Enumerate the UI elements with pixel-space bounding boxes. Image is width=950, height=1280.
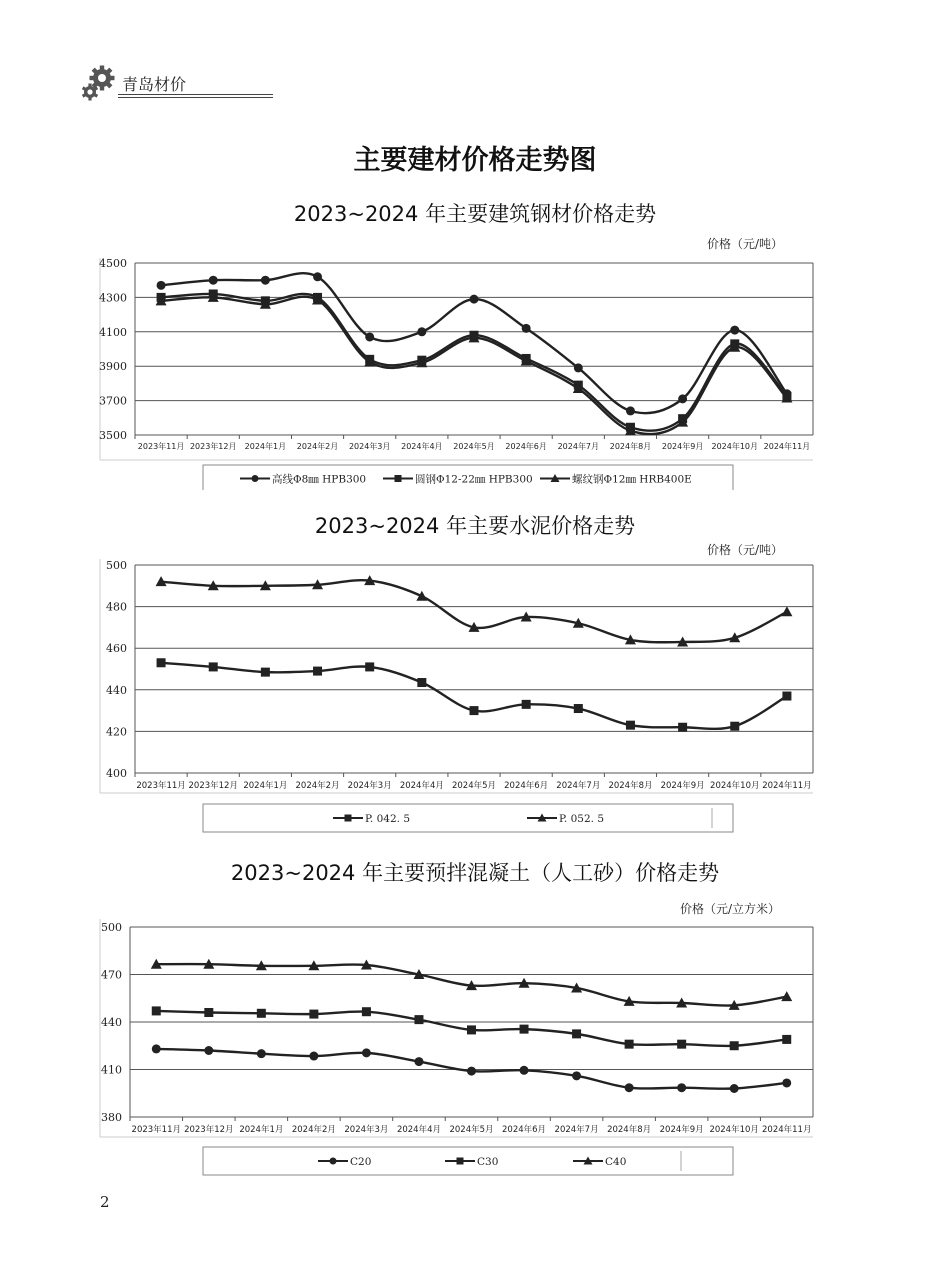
x-tick-label: 2024年10月 xyxy=(709,1125,759,1135)
data-point xyxy=(209,276,218,285)
chart-title-cement: 2023~2024 年主要水泥价格走势 xyxy=(314,514,636,538)
data-point xyxy=(574,363,583,372)
data-point xyxy=(261,668,270,677)
data-point xyxy=(678,394,687,403)
data-point xyxy=(730,1084,739,1093)
legend-label: C40 xyxy=(605,1156,627,1168)
x-tick-label: 2024年2月 xyxy=(296,442,339,451)
y-tick-label: 400 xyxy=(106,767,127,780)
x-tick-label: 2024年6月 xyxy=(504,781,549,791)
cement-price-chart xyxy=(0,555,950,840)
data-point xyxy=(257,1009,266,1018)
data-point xyxy=(414,1015,423,1024)
data-point xyxy=(209,662,218,671)
series-line xyxy=(161,297,787,434)
y-tick-label: 4100 xyxy=(99,325,127,339)
data-point xyxy=(257,1049,266,1058)
y-tick-label: 500 xyxy=(106,559,127,572)
x-tick-label: 2024年7月 xyxy=(554,1125,599,1135)
data-point xyxy=(467,1025,476,1034)
x-tick-label: 2024年2月 xyxy=(295,781,340,791)
data-point xyxy=(152,1006,161,1015)
gear-icon xyxy=(80,64,120,102)
x-tick-label: 2024年8月 xyxy=(608,781,653,791)
data-point xyxy=(522,700,531,709)
data-point xyxy=(626,406,635,415)
data-point xyxy=(782,1035,791,1044)
data-point xyxy=(365,662,374,671)
data-point xyxy=(362,1048,371,1057)
brand-name: 青岛材价 xyxy=(122,75,187,94)
steel-price-chart xyxy=(0,250,950,490)
data-point xyxy=(572,1071,581,1080)
series-line xyxy=(161,273,787,413)
x-tick-label: 2024年1月 xyxy=(244,442,287,451)
data-point xyxy=(677,1083,686,1092)
data-point xyxy=(782,1078,791,1087)
y-tick-label: 4500 xyxy=(99,257,127,270)
data-point xyxy=(782,692,791,701)
x-tick-label: 2024年5月 xyxy=(451,781,497,791)
x-tick-label: 2024年7月 xyxy=(557,442,600,451)
legend-label: P. 052. 5 xyxy=(559,813,605,825)
x-tick-label: 2023年11月 xyxy=(136,781,186,791)
data-point xyxy=(309,1010,318,1019)
x-tick-label: 2024年9月 xyxy=(660,781,705,791)
legend-label: C30 xyxy=(477,1156,499,1168)
y-tick-label: 380 xyxy=(101,1111,122,1124)
x-tick-label: 2024年5月 xyxy=(453,442,495,451)
y-tick-label: 500 xyxy=(101,921,122,934)
data-point xyxy=(417,678,426,687)
x-tick-label: 2024年6月 xyxy=(502,1125,547,1135)
x-tick-label: 2024年11月 xyxy=(763,442,811,451)
x-tick-label: 2024年8月 xyxy=(607,1125,652,1135)
data-point xyxy=(678,723,687,732)
page-title: 主要建材价格走势图 xyxy=(353,145,597,176)
data-point xyxy=(365,332,374,341)
data-point xyxy=(467,1067,476,1076)
x-tick-label: 2023年12月 xyxy=(188,781,238,791)
data-point xyxy=(730,722,739,731)
x-tick-label: 2024年2月 xyxy=(291,1125,336,1135)
x-tick-label: 2024年4月 xyxy=(396,1125,441,1135)
x-tick-label: 2024年5月 xyxy=(449,1125,494,1135)
legend-marker xyxy=(395,475,402,482)
data-point xyxy=(313,272,322,281)
data-point xyxy=(572,1029,581,1038)
x-tick-label: 2024年7月 xyxy=(556,781,601,791)
y-tick-label: 440 xyxy=(106,683,127,697)
data-point xyxy=(414,1057,423,1066)
legend-marker xyxy=(252,475,259,482)
data-point xyxy=(152,1044,161,1053)
data-point xyxy=(520,1066,529,1075)
header-rule xyxy=(118,94,273,95)
x-tick-label: 2024年9月 xyxy=(659,1125,704,1135)
page-number: 2 xyxy=(100,1193,110,1211)
y-tick-label: 420 xyxy=(106,725,127,739)
data-point xyxy=(574,704,583,713)
x-tick-label: 2024年3月 xyxy=(347,781,392,791)
header-logo xyxy=(80,64,195,104)
x-tick-label: 2024年1月 xyxy=(243,781,288,791)
x-tick-label: 2024年3月 xyxy=(344,1125,389,1135)
y-tick-label: 410 xyxy=(101,1063,122,1077)
y-tick-label: 480 xyxy=(106,600,127,614)
x-tick-label: 2024年10月 xyxy=(710,781,760,791)
legend-box xyxy=(203,804,733,832)
data-point xyxy=(470,706,479,715)
x-tick-label: 2024年6月 xyxy=(505,442,547,451)
x-tick-label: 2024年11月 xyxy=(762,781,812,791)
data-point xyxy=(781,606,792,616)
x-tick-label: 2024年9月 xyxy=(661,442,704,451)
unit-label-cement: 价格（元/吨） xyxy=(707,543,784,557)
data-point xyxy=(309,1052,318,1061)
data-point xyxy=(157,658,166,667)
x-tick-label: 2024年10月 xyxy=(711,442,759,451)
y-tick-label: 470 xyxy=(101,968,122,982)
data-point xyxy=(261,276,270,285)
y-tick-label: 3700 xyxy=(99,394,127,408)
concrete-price-chart xyxy=(0,915,950,1185)
data-point xyxy=(157,281,166,290)
data-point xyxy=(522,324,531,333)
x-tick-label: 2024年3月 xyxy=(348,442,391,451)
y-tick-label: 4300 xyxy=(99,291,127,305)
x-tick-label: 2024年11月 xyxy=(762,1125,812,1135)
series-line xyxy=(161,580,787,642)
data-point xyxy=(730,1041,739,1050)
data-point xyxy=(626,721,635,730)
y-tick-label: 440 xyxy=(101,1016,122,1029)
legend-marker xyxy=(345,815,352,822)
unit-label-concrete: 价格（元/立方米） xyxy=(680,902,781,916)
y-tick-label: 3900 xyxy=(99,360,127,374)
header-rule xyxy=(118,97,273,98)
data-point xyxy=(677,1040,686,1049)
x-tick-label: 2023年12月 xyxy=(189,442,237,451)
series-line xyxy=(161,663,787,729)
data-point xyxy=(625,1083,634,1092)
legend-label: 圆钢Φ12-22㎜ HPB300 xyxy=(415,473,533,486)
x-tick-label: 2023年11月 xyxy=(131,1125,181,1135)
legend-label: P. 042. 5 xyxy=(365,813,411,825)
data-point xyxy=(625,1040,634,1049)
data-point xyxy=(520,1025,529,1034)
x-tick-label: 2024年4月 xyxy=(399,781,444,791)
legend-marker xyxy=(330,1158,337,1165)
chart-title-steel: 2023~2024 年主要建筑钢材价格走势 xyxy=(293,202,657,226)
chart-title-concrete: 2023~2024 年主要预拌混凝土（人工砂）价格走势 xyxy=(230,861,720,885)
data-point xyxy=(730,326,739,335)
data-point xyxy=(204,1008,213,1017)
data-point xyxy=(417,327,426,336)
x-tick-label: 2023年11月 xyxy=(137,442,185,451)
legend-label: 螺纹钢Φ12㎜ HRB400E xyxy=(572,473,692,486)
x-tick-label: 2023年12月 xyxy=(184,1125,234,1135)
legend-label: 高线Φ8㎜ HPB300 xyxy=(272,473,367,486)
data-point xyxy=(204,1046,213,1055)
data-point xyxy=(362,1007,371,1016)
y-tick-label: 3500 xyxy=(99,429,127,442)
y-tick-label: 460 xyxy=(106,642,127,656)
x-tick-label: 2024年1月 xyxy=(239,1125,284,1135)
legend-marker xyxy=(457,1158,464,1165)
legend-label: C20 xyxy=(350,1156,372,1168)
unit-label-steel: 价格（元/吨） xyxy=(707,237,784,251)
data-point xyxy=(313,667,322,676)
x-tick-label: 2024年8月 xyxy=(609,442,652,451)
x-tick-label: 2024年4月 xyxy=(401,442,443,451)
data-point xyxy=(470,295,479,304)
